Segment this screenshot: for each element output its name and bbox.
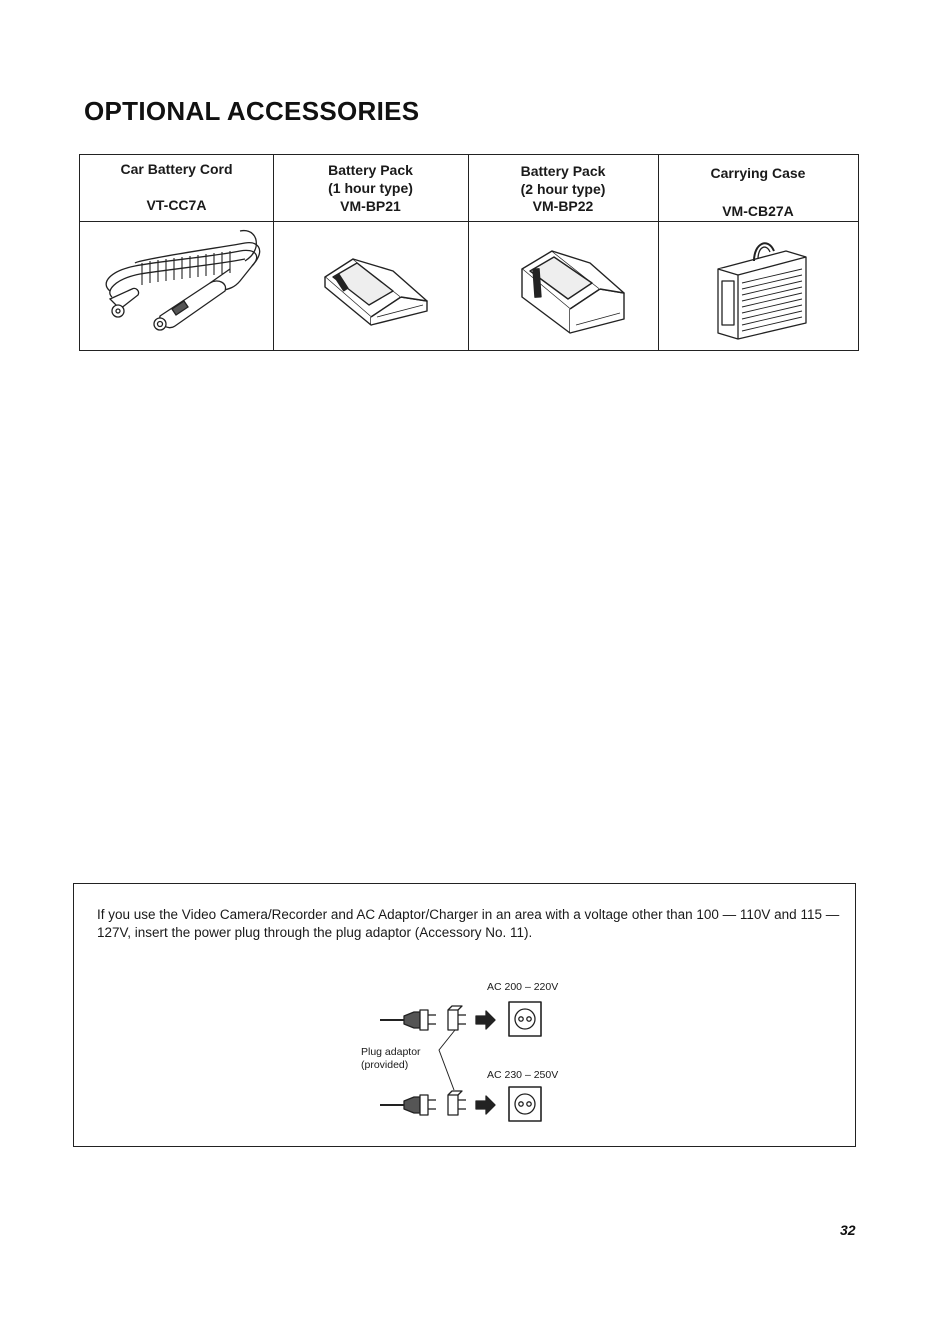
accessory-header-car-battery-cord <box>80 155 273 221</box>
voltage-label-bottom: AC 230 – 250V <box>487 1069 559 1081</box>
battery-pack-icon <box>468 221 658 350</box>
plug-adaptor-sublabel: (provided) <box>361 1059 409 1071</box>
power-cord-plug-icon <box>380 1010 436 1030</box>
battery-pack-icon <box>273 221 468 350</box>
car-battery-cord-icon <box>80 221 273 350</box>
accessory-model: VT-CC7A <box>146 197 207 213</box>
accessory-name: Carrying Case <box>710 165 806 181</box>
carrying-case-icon <box>658 221 858 350</box>
plug-adaptor-icon <box>448 1091 466 1115</box>
accessory-name: Car Battery Cord <box>120 161 233 177</box>
accessory-model: VM-BP21 <box>340 198 401 214</box>
wall-socket-icon <box>509 1087 541 1121</box>
page-number: 32 <box>840 1222 856 1238</box>
power-cord-plug-icon <box>380 1095 436 1115</box>
plug-adaptor-label: Plug adaptor <box>361 1046 421 1058</box>
arrow-right-icon <box>476 1096 495 1114</box>
accessory-name: Battery Pack <box>520 163 606 179</box>
wall-socket-icon <box>509 1002 541 1036</box>
plug-adaptor-icon <box>448 1006 466 1030</box>
arrow-right-icon <box>476 1011 495 1029</box>
voltage-note-text: If you use the Video Camera/Recorder and AC Adaptor/Charger in an area with a voltage other than 100 — 110V and 115 — 127V, insert the power plug through the plug adaptor (Accessory No. 11). <box>97 907 840 940</box>
accessory-model: VM-CB27A <box>722 203 794 219</box>
voltage-label-top: AC 200 – 220V <box>487 981 559 993</box>
accessory-name: Battery Pack <box>328 162 413 178</box>
accessory-header-battery-pack-1h <box>273 155 468 221</box>
accessories-table <box>79 154 859 351</box>
page-title: OPTIONAL ACCESSORIES <box>84 96 420 126</box>
accessory-type: (1 hour type) <box>328 180 413 196</box>
accessory-type: (2 hour type) <box>520 181 606 197</box>
accessory-header-battery-pack-2h <box>468 155 658 221</box>
accessory-model: VM-BP22 <box>532 198 594 214</box>
plug-adaptor-diagram <box>74 884 857 1148</box>
voltage-note-box <box>73 883 856 1147</box>
accessory-header-carrying-case <box>658 155 858 221</box>
